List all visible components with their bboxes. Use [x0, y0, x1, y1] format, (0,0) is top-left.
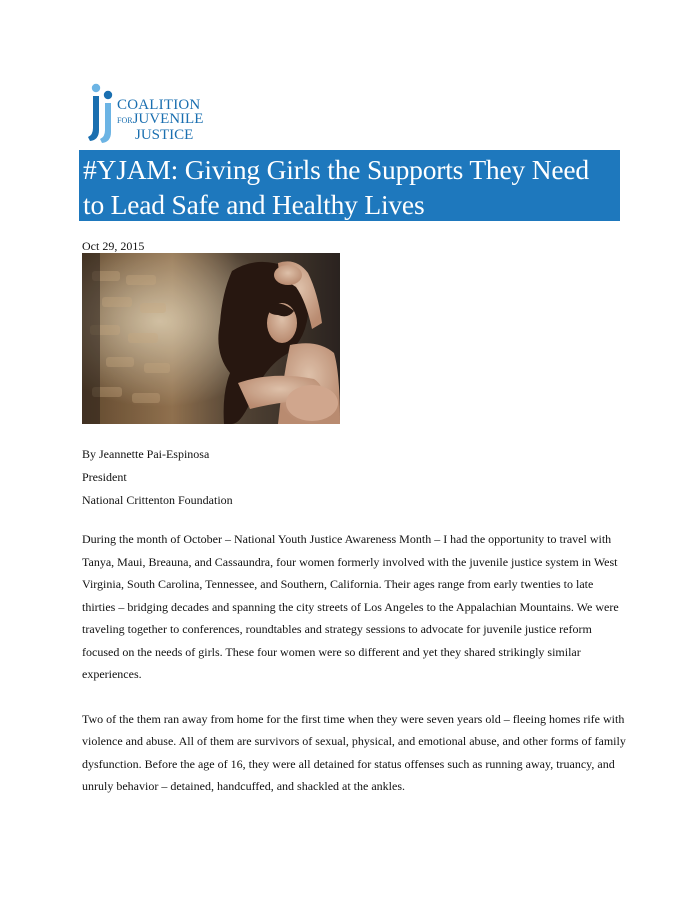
photo-woman-head-in-hands [82, 253, 340, 424]
byline-author: By Jeannette Pai-Espinosa [82, 447, 210, 461]
logo-line-for-juvenile [117, 112, 203, 128]
logo-juvenile: JUVENILE [132, 111, 204, 127]
article-paragraph-2: Two of the them ran away from home for the first time when they were seven years old – fleeing homes rife with violence and abuse. All of them are survivors of sexual, physical, and emotional abuse, and other forms of family dysfunction. Before the age of 16, they were all detained for status offenses such as running away, truancy, and unruly behavior – detained, handcuffed, and shackled at the ankles. [82, 711, 626, 793]
article-byline [82, 443, 233, 512]
logo-line-coalition: COALITION [117, 97, 201, 113]
byline-role: President [82, 470, 127, 484]
cjj-logo[interactable] [84, 82, 214, 144]
article-title-bar [79, 150, 620, 221]
article-title: #YJAM: Giving Girls the Supports They Need to Lead Safe and Healthy Lives [83, 154, 589, 220]
article-photo [82, 253, 340, 424]
logo-line-justice: JUSTICE [135, 127, 194, 143]
logo-wordmark [117, 98, 203, 142]
byline-organization: National Crittenton Foundation [82, 493, 233, 507]
logo-for: FOR [117, 116, 133, 125]
article-paragraph-1: During the month of October – National Youth Justice Awareness Month – I had the opportunity to travel with Tanya, Maui, Breauna, and Cassaundra, four women formerly involved with the juvenile justice system in West Virginia, South Carolina, Tennessee, and Southern, California. Their ages range from early twenties to late thirties – bridging decades and spanning the city streets of Los Angeles to the Appalachian Mountains. We were traveling together to conferences, roundtables and strategy sessions to advocate for juvenile justice reform focused on the needs of girls. These four women were so different and yet they shared strikingly similar experiences. [82, 532, 619, 681]
cjj-logo-icon [84, 82, 118, 144]
article-date: Oct 29, 2015 [82, 239, 145, 253]
article-body [82, 528, 627, 820]
